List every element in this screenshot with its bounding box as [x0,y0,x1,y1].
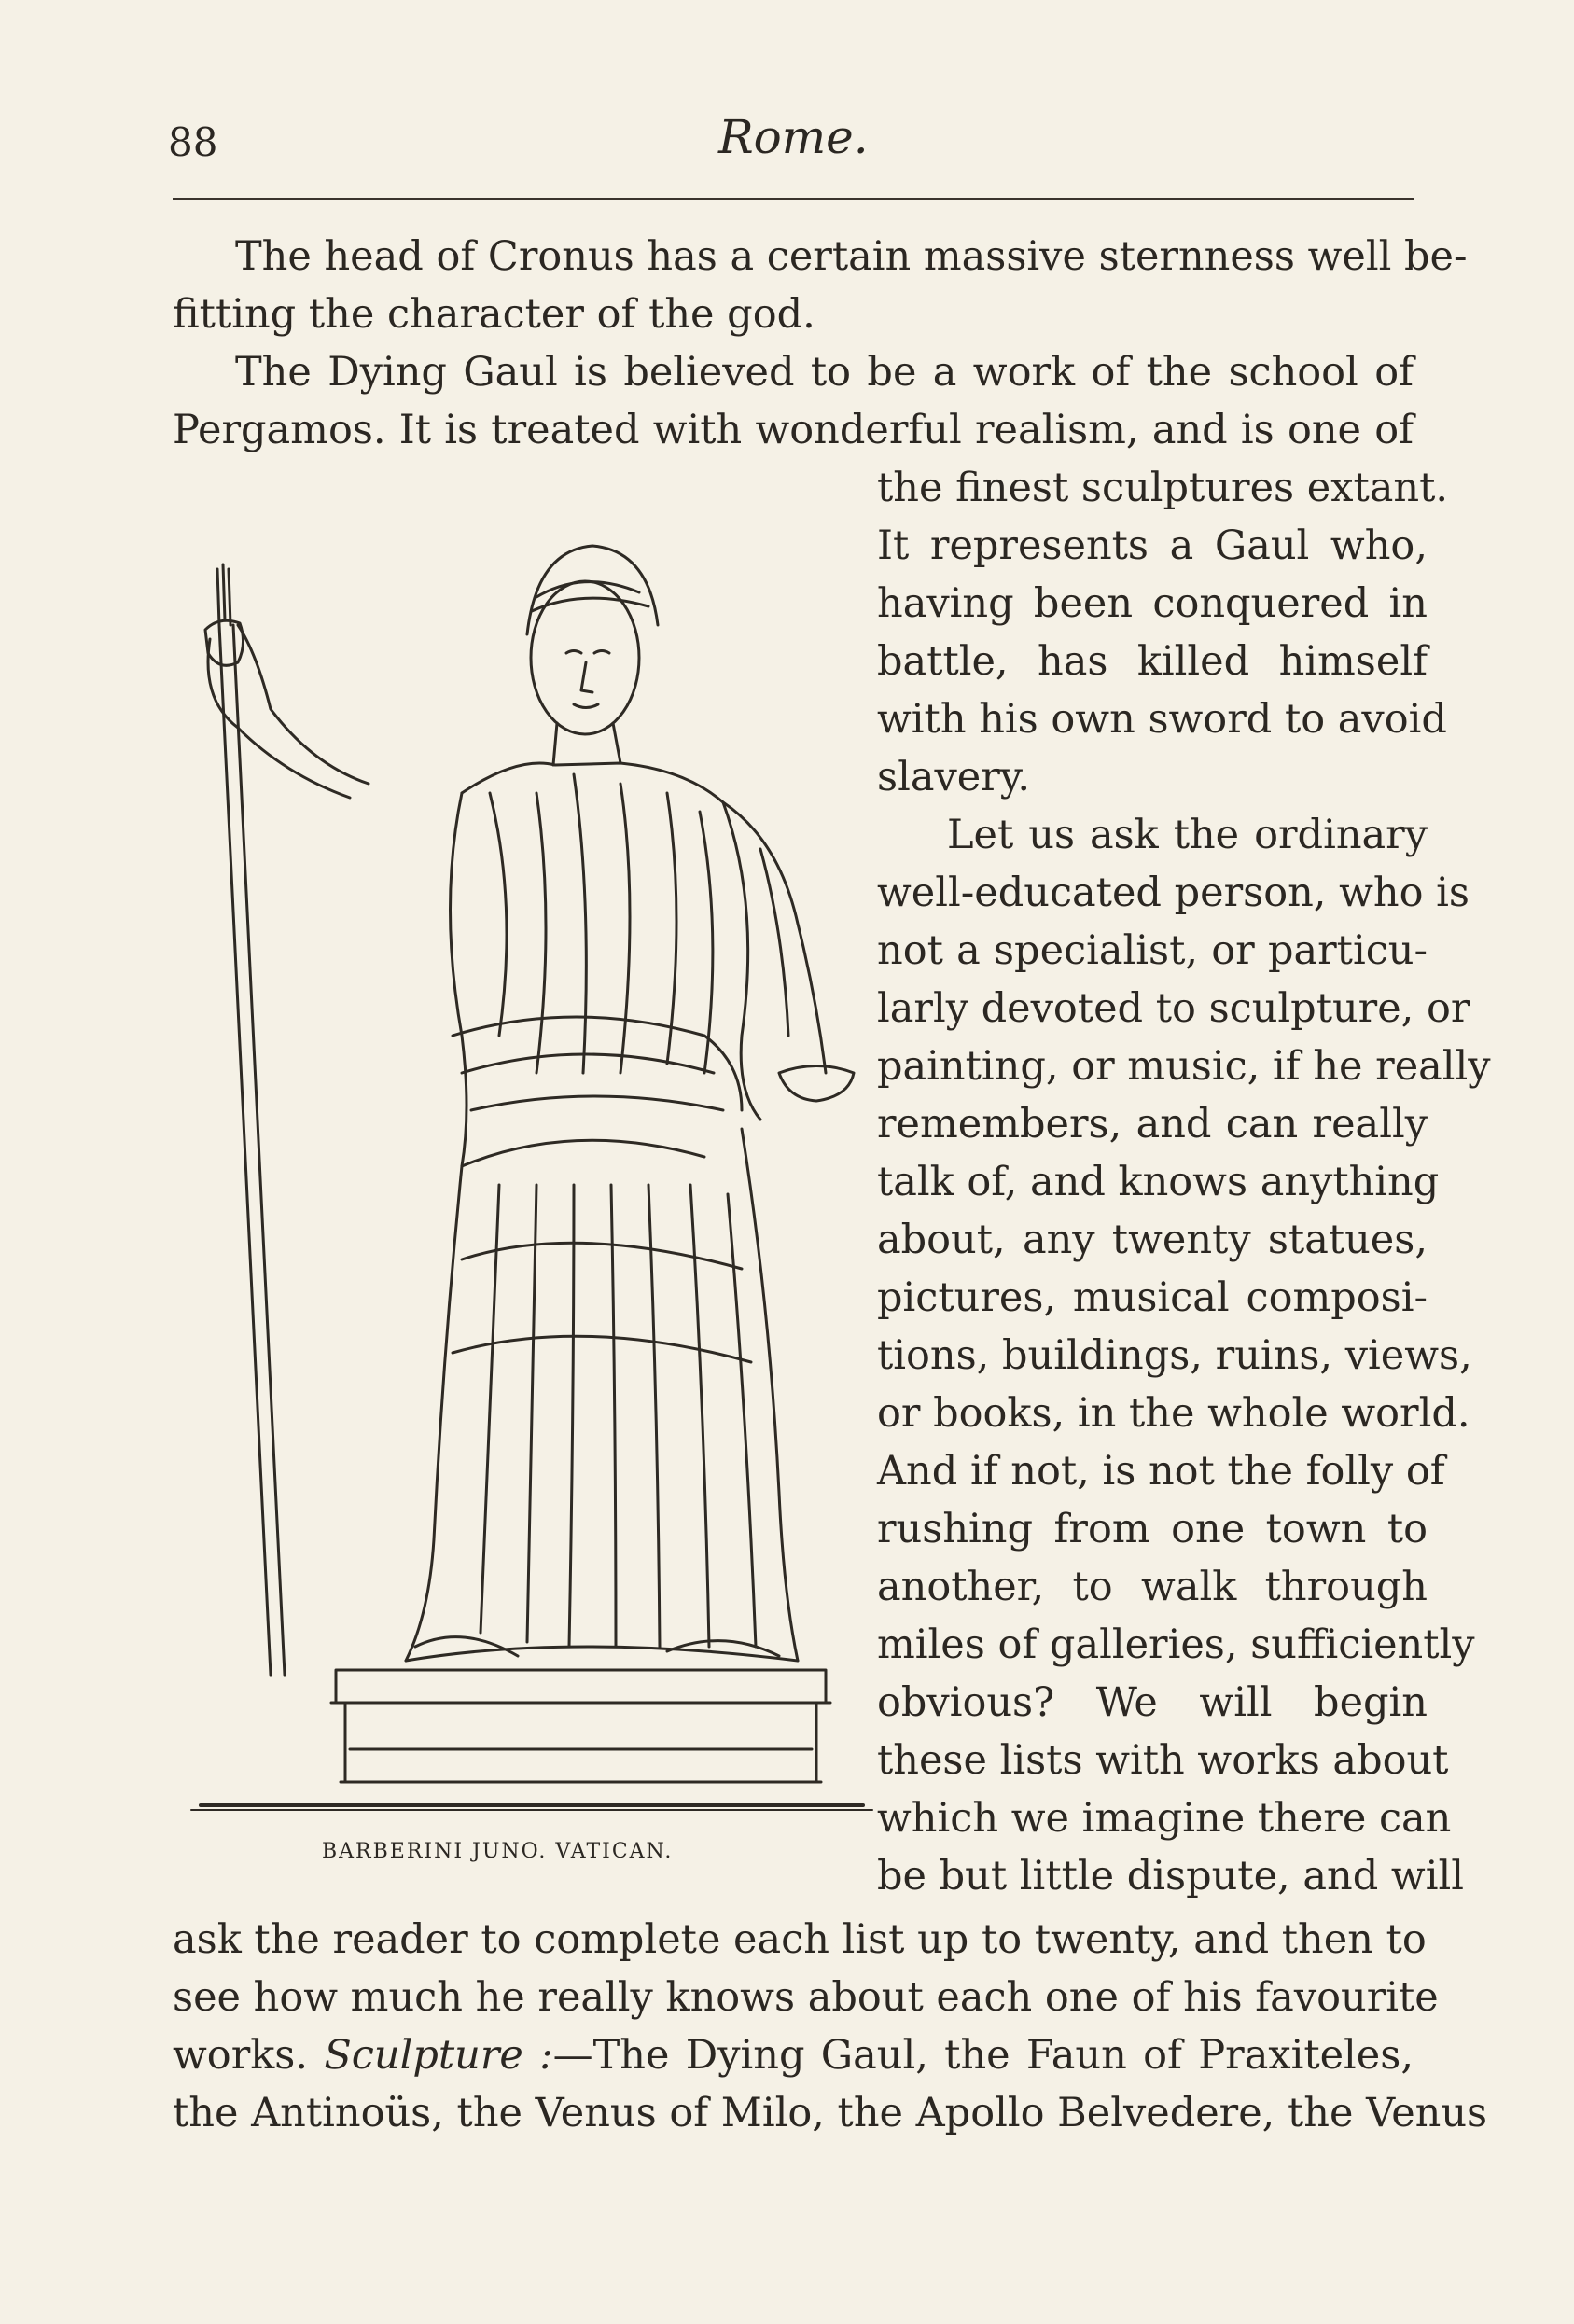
statue-engraving [182,513,882,1819]
text-line [173,2026,1414,2084]
text-line: larly devoted to sculpture, or [877,985,1470,1032]
text-line: Pergamos. It is treated with wonderful realism, and is one of [173,407,1414,453]
text-line: painting, or music, if he really [877,1043,1491,1090]
text-line: miles of galleries, sufficiently [877,1621,1475,1668]
text-line: not a specialist, or particu- [877,927,1428,974]
text-line: see how much he really knows about each one of his favourite [173,1974,1439,2021]
text-line: the Antinoüs, the Venus of Milo, the Apollo Belvedere, the Venus [173,2090,1488,2136]
header-rule [173,198,1414,200]
text-line: about, any twenty statues, [877,1217,1428,1263]
text-line: remembers, and can really [877,1101,1428,1148]
text-line: talk of, and knows anything [877,1159,1440,1205]
text-line: these lists with works about [877,1737,1449,1784]
text-line: which we imagine there can [877,1795,1452,1842]
text-line: be but little dispute, and will [877,1853,1464,1900]
page-number: 88 [168,119,218,165]
text-line: And if not, is not the folly of [877,1448,1445,1495]
text-line: or books, in the whole world. [877,1390,1470,1437]
running-title: Rome. [718,110,869,164]
text-line: ask the reader to complete each list up to twenty, and then to [173,1916,1427,1963]
text-line: Let us ask the ordinary [947,812,1428,858]
text-line: pictures, musical composi- [877,1274,1428,1321]
text-line: obvious? We will begin [877,1679,1428,1726]
text-line: tions, buildings, ruins, views, [877,1332,1472,1379]
text-line: another, to walk through [877,1564,1428,1610]
text-line: slavery. [877,754,1031,800]
text-fragment: —The Dying Gaul, the Faun of Praxiteles, [552,2032,1414,2079]
text-fragment: works. [173,2032,309,2079]
text-line: The Dying Gaul is believed to be a work of the school of [235,349,1414,396]
figure-caption: BARBERINI JUNO. VATICAN. [322,1840,674,1863]
italic-term: Sculpture : [324,2032,553,2079]
text-line: battle, has killed himself [877,638,1428,685]
running-head [168,110,1418,175]
text-line: rushing from one town to [877,1506,1428,1552]
text-line: with his own sword to avoid [877,696,1447,743]
text-line: having been conquered in [877,580,1428,627]
text-line: The head of Cronus has a certain massive sternness well be- [235,233,1468,280]
text-line: the finest sculptures extant. [877,465,1449,511]
text-line: well-educated person, who is [877,870,1470,916]
text-line: It represents a Gaul who, [877,522,1428,569]
text-line: fitting the character of the god. [173,291,815,338]
